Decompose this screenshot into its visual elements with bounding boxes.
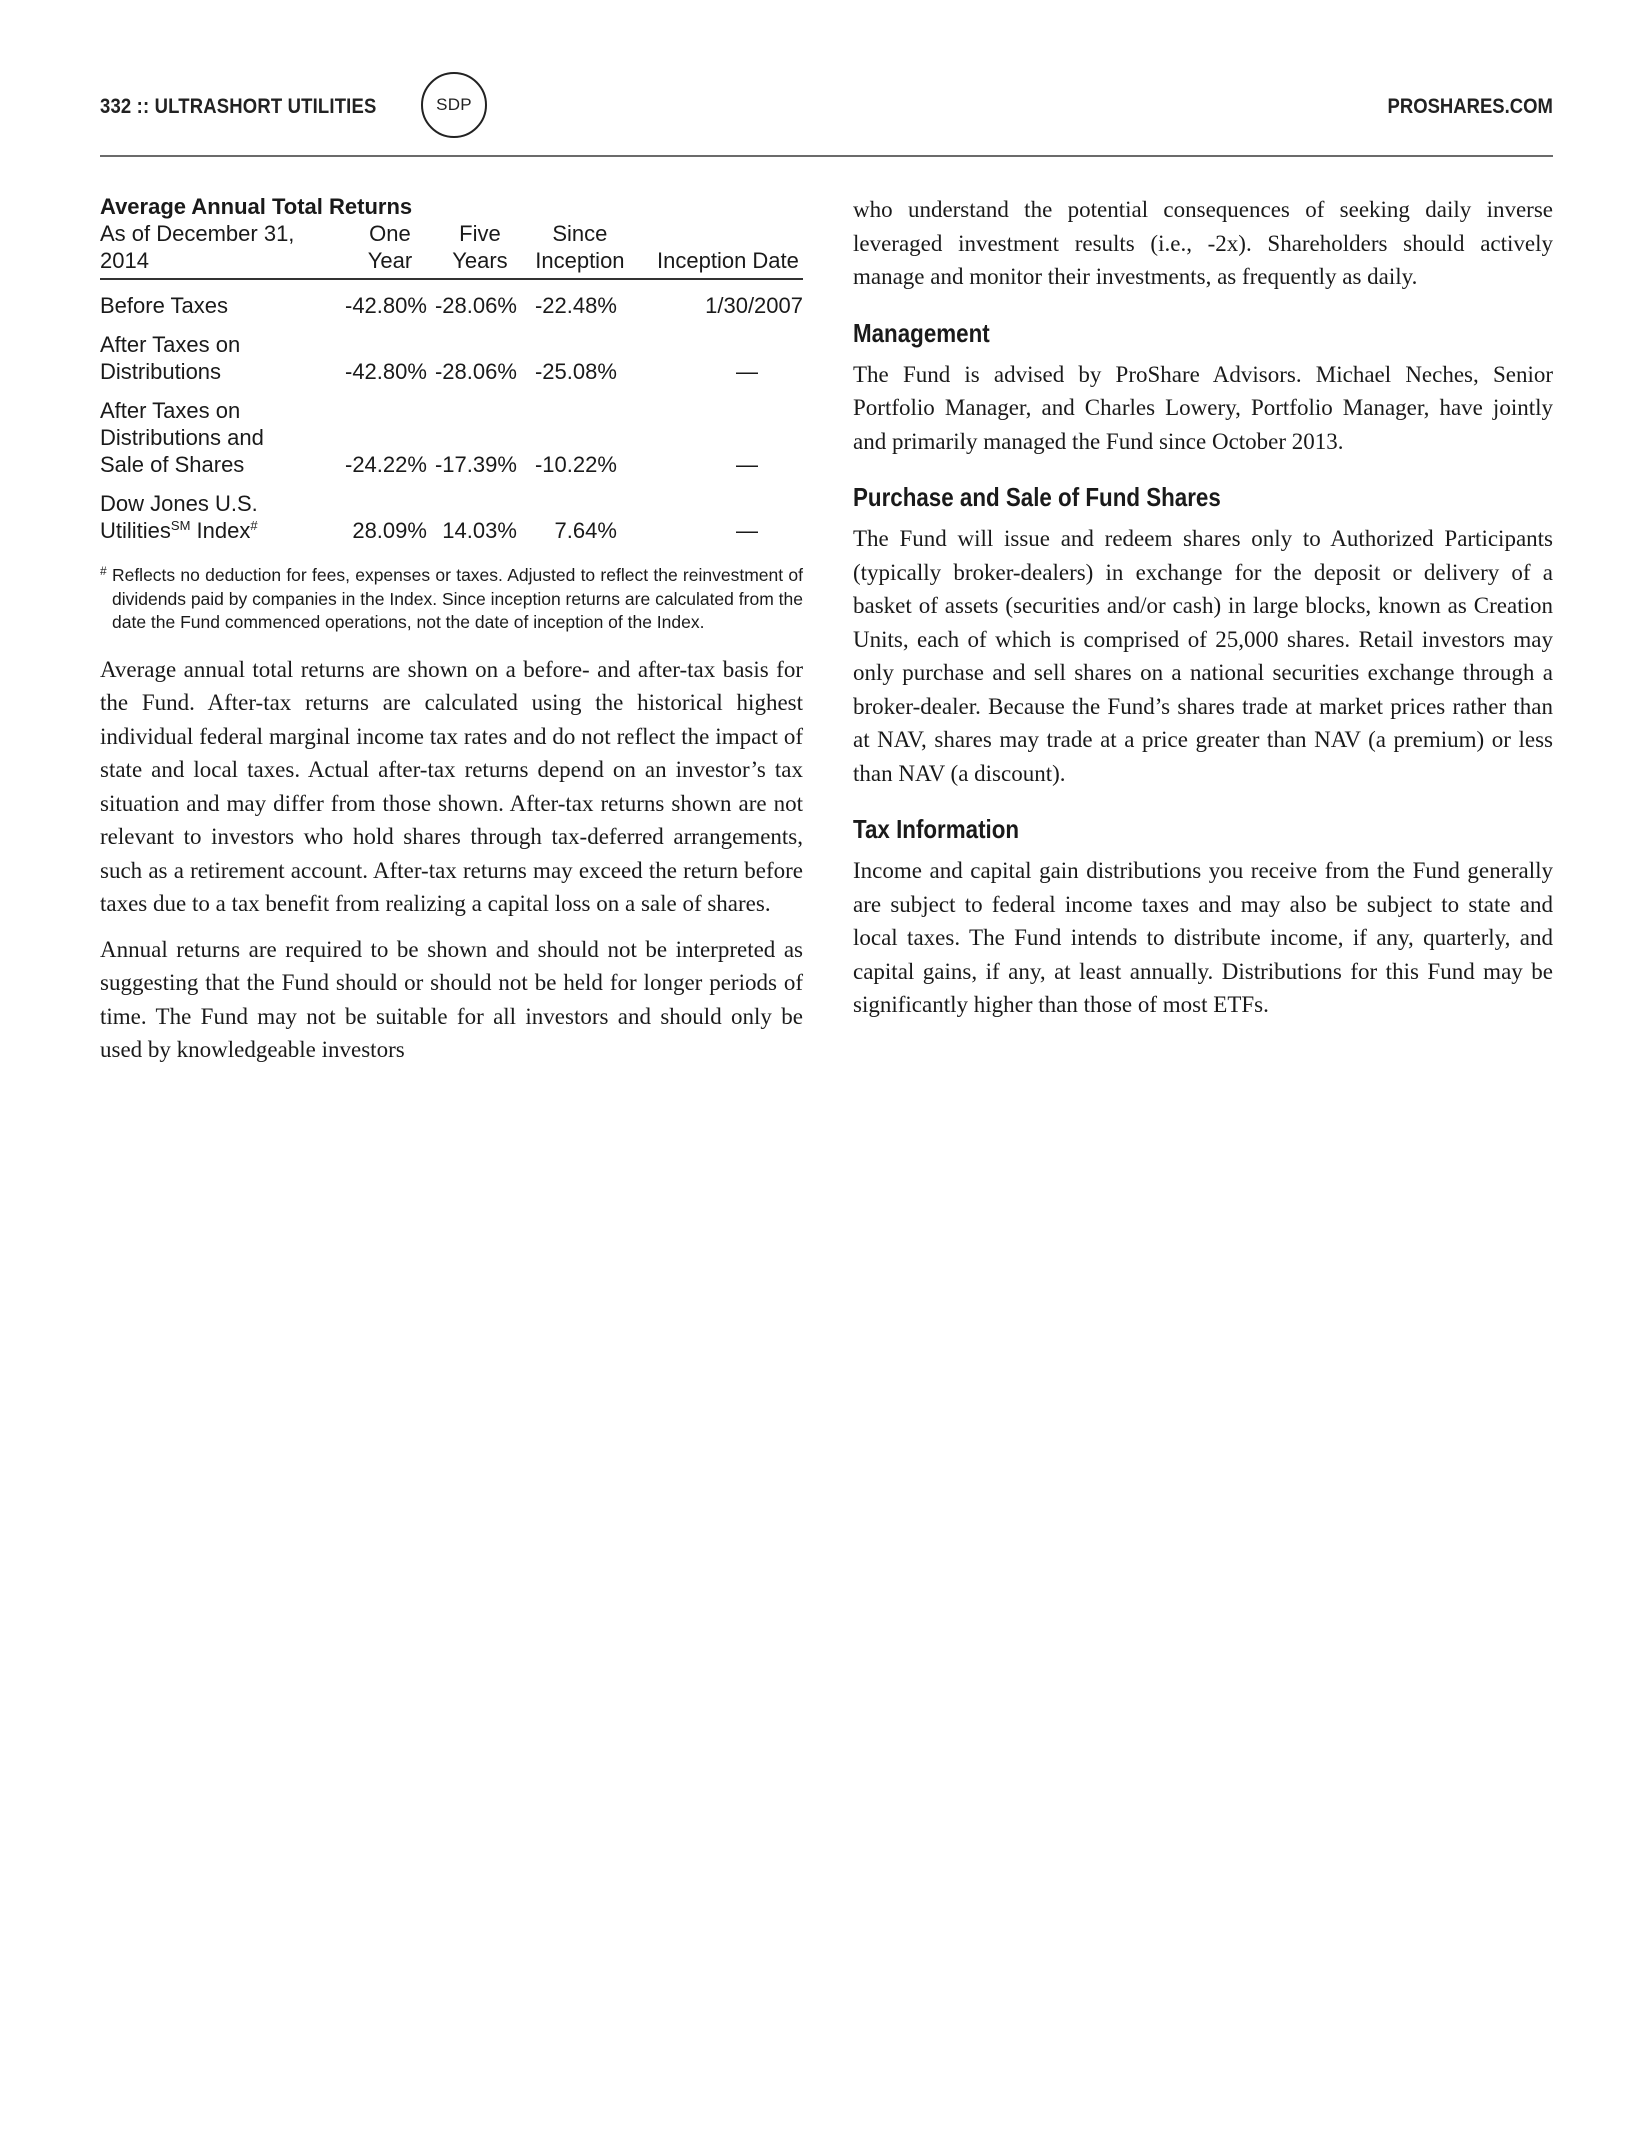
cell-value: — — [736, 518, 758, 543]
cell-value: 1/30/2007 — [705, 293, 803, 318]
cell-value: -42.80% — [345, 293, 427, 318]
row-label: Before Taxes — [100, 293, 229, 318]
cell-value: 28.09% — [352, 518, 427, 543]
section-heading: Tax Information — [853, 814, 1020, 844]
cell-value: -25.08% — [534, 359, 617, 384]
row-label-line: Dow Jones U.S. — [100, 491, 258, 516]
page-header — [100, 85, 1553, 157]
column-header: Five Years — [435, 220, 525, 279]
section-heading: Management — [853, 317, 990, 348]
table-title: Average Annual Total Returns — [100, 194, 413, 219]
row-label: After Taxes on Distributions and Sale of Shares — [100, 398, 264, 477]
cell-value: -10.22% — [534, 452, 617, 477]
column-header: Since Inception — [525, 220, 635, 279]
cell-value: 7.64% — [554, 518, 617, 543]
table-row — [100, 478, 803, 544]
cell-value: -28.06% — [434, 359, 517, 384]
returns-table — [100, 220, 803, 544]
paragraph: Average annual total returns are shown on a before- and after-tax basis for the Fund. After-tax returns are calculated using the historical highest individual federal marginal income tax rates and do not reflect the impact of state and local taxes. Actual after-tax returns depend on an investor’s tax situation and may differ from those shown. After-tax returns shown are not relevant to investors who hold shares through tax-deferred arrangements, such as a retirement account. After-tax returns may exceed the return before taxes due to a tax benefit from realizing a capital loss on a sale of shares. — [100, 656, 803, 916]
cell-value: -24.22% — [345, 452, 427, 477]
footnote-text: Reflects no deduction for fees, expenses or taxes. Adjusted to reflect the reinvestment of dividends paid by companies in the Index. Since inception returns are calculated from the date the Fund commenced operations, not the date of inception of the Index. — [111, 565, 803, 632]
table-row — [100, 319, 803, 385]
table-footnote — [100, 564, 803, 635]
table-row — [100, 385, 803, 478]
paragraph: The Fund will issue and redeem shares only to Authorized Participants (typically broker-dealers) in exchange for the deposit or delivery of a basket of assets (securities and/or cash) in large blocks, known as Creation Units, each of which is comprised of 25,000 shares. Retail investors may only purchase and sell shares on a national securities exchange through a broker-dealer. Because the Fund’s shares trade at market prices rather than at NAV, shares may trade at a price greater than NAV (a premium) or less than NAV (a discount). — [853, 526, 1553, 786]
cell-value: — — [736, 452, 758, 477]
row-label-index: Utilities — [100, 518, 171, 543]
paragraph: Income and capital gain distributions you receive from the Fund generally are subject to federal income taxes and may also be subject to state and local taxes. The Fund intends to distribute income, if any, quarterly, and capital gains, if any, at least annually. Distributions for this Fund may be significantly higher than those of most ETFs. — [853, 858, 1553, 1017]
row-label-index-suffix: Index — [190, 518, 251, 543]
row-label — [100, 478, 345, 544]
ticker-badge: SDP — [421, 72, 487, 138]
cell-value: -42.80% — [345, 359, 427, 384]
cell-value: -17.39% — [434, 452, 517, 477]
paragraph: Annual returns are required to be shown and should not be interpreted as suggesting that the Fund should or should not be held for longer periods of time. The Fund may not be suitable for all investors and should only be used by knowledgeable investors — [100, 936, 803, 1062]
cell-value: -28.06% — [434, 293, 517, 318]
cell-value: -22.48% — [534, 293, 617, 318]
running-head: 332 :: ULTRASHORT UTILITIES — [100, 95, 377, 118]
column-header: As of December 31, 2014 — [100, 220, 345, 279]
paragraph: The Fund is advised by ProShare Advisors. Michael Neches, Senior Portfolio Manager, and Charles Lowery, Portfolio Manager, have jointly and primarily managed the Fund since October 2013. — [853, 361, 1553, 454]
cell-value: 14.03% — [442, 518, 517, 543]
cell-value: — — [736, 359, 758, 384]
service-mark: SM — [170, 518, 191, 533]
row-label: After Taxes on Distributions — [100, 332, 241, 384]
site-url: PROSHARES.COM — [1387, 95, 1553, 118]
column-header: One Year — [345, 220, 435, 279]
paragraph: who understand the potential consequences of seeking daily inverse leveraged investment results (i.e., -2x). Shareholders should actively manage and monitor their investments, as frequently as daily. — [853, 197, 1553, 289]
section-heading: Purchase and Sale of Fund Shares — [853, 482, 1221, 512]
left-column — [100, 193, 803, 1067]
footnote-mark: # — [100, 564, 107, 578]
table-row — [100, 279, 803, 319]
right-column — [853, 193, 1553, 1022]
table-header-row — [100, 220, 803, 279]
footnote-ref: # — [250, 518, 258, 533]
column-header: Inception Date — [635, 220, 803, 279]
